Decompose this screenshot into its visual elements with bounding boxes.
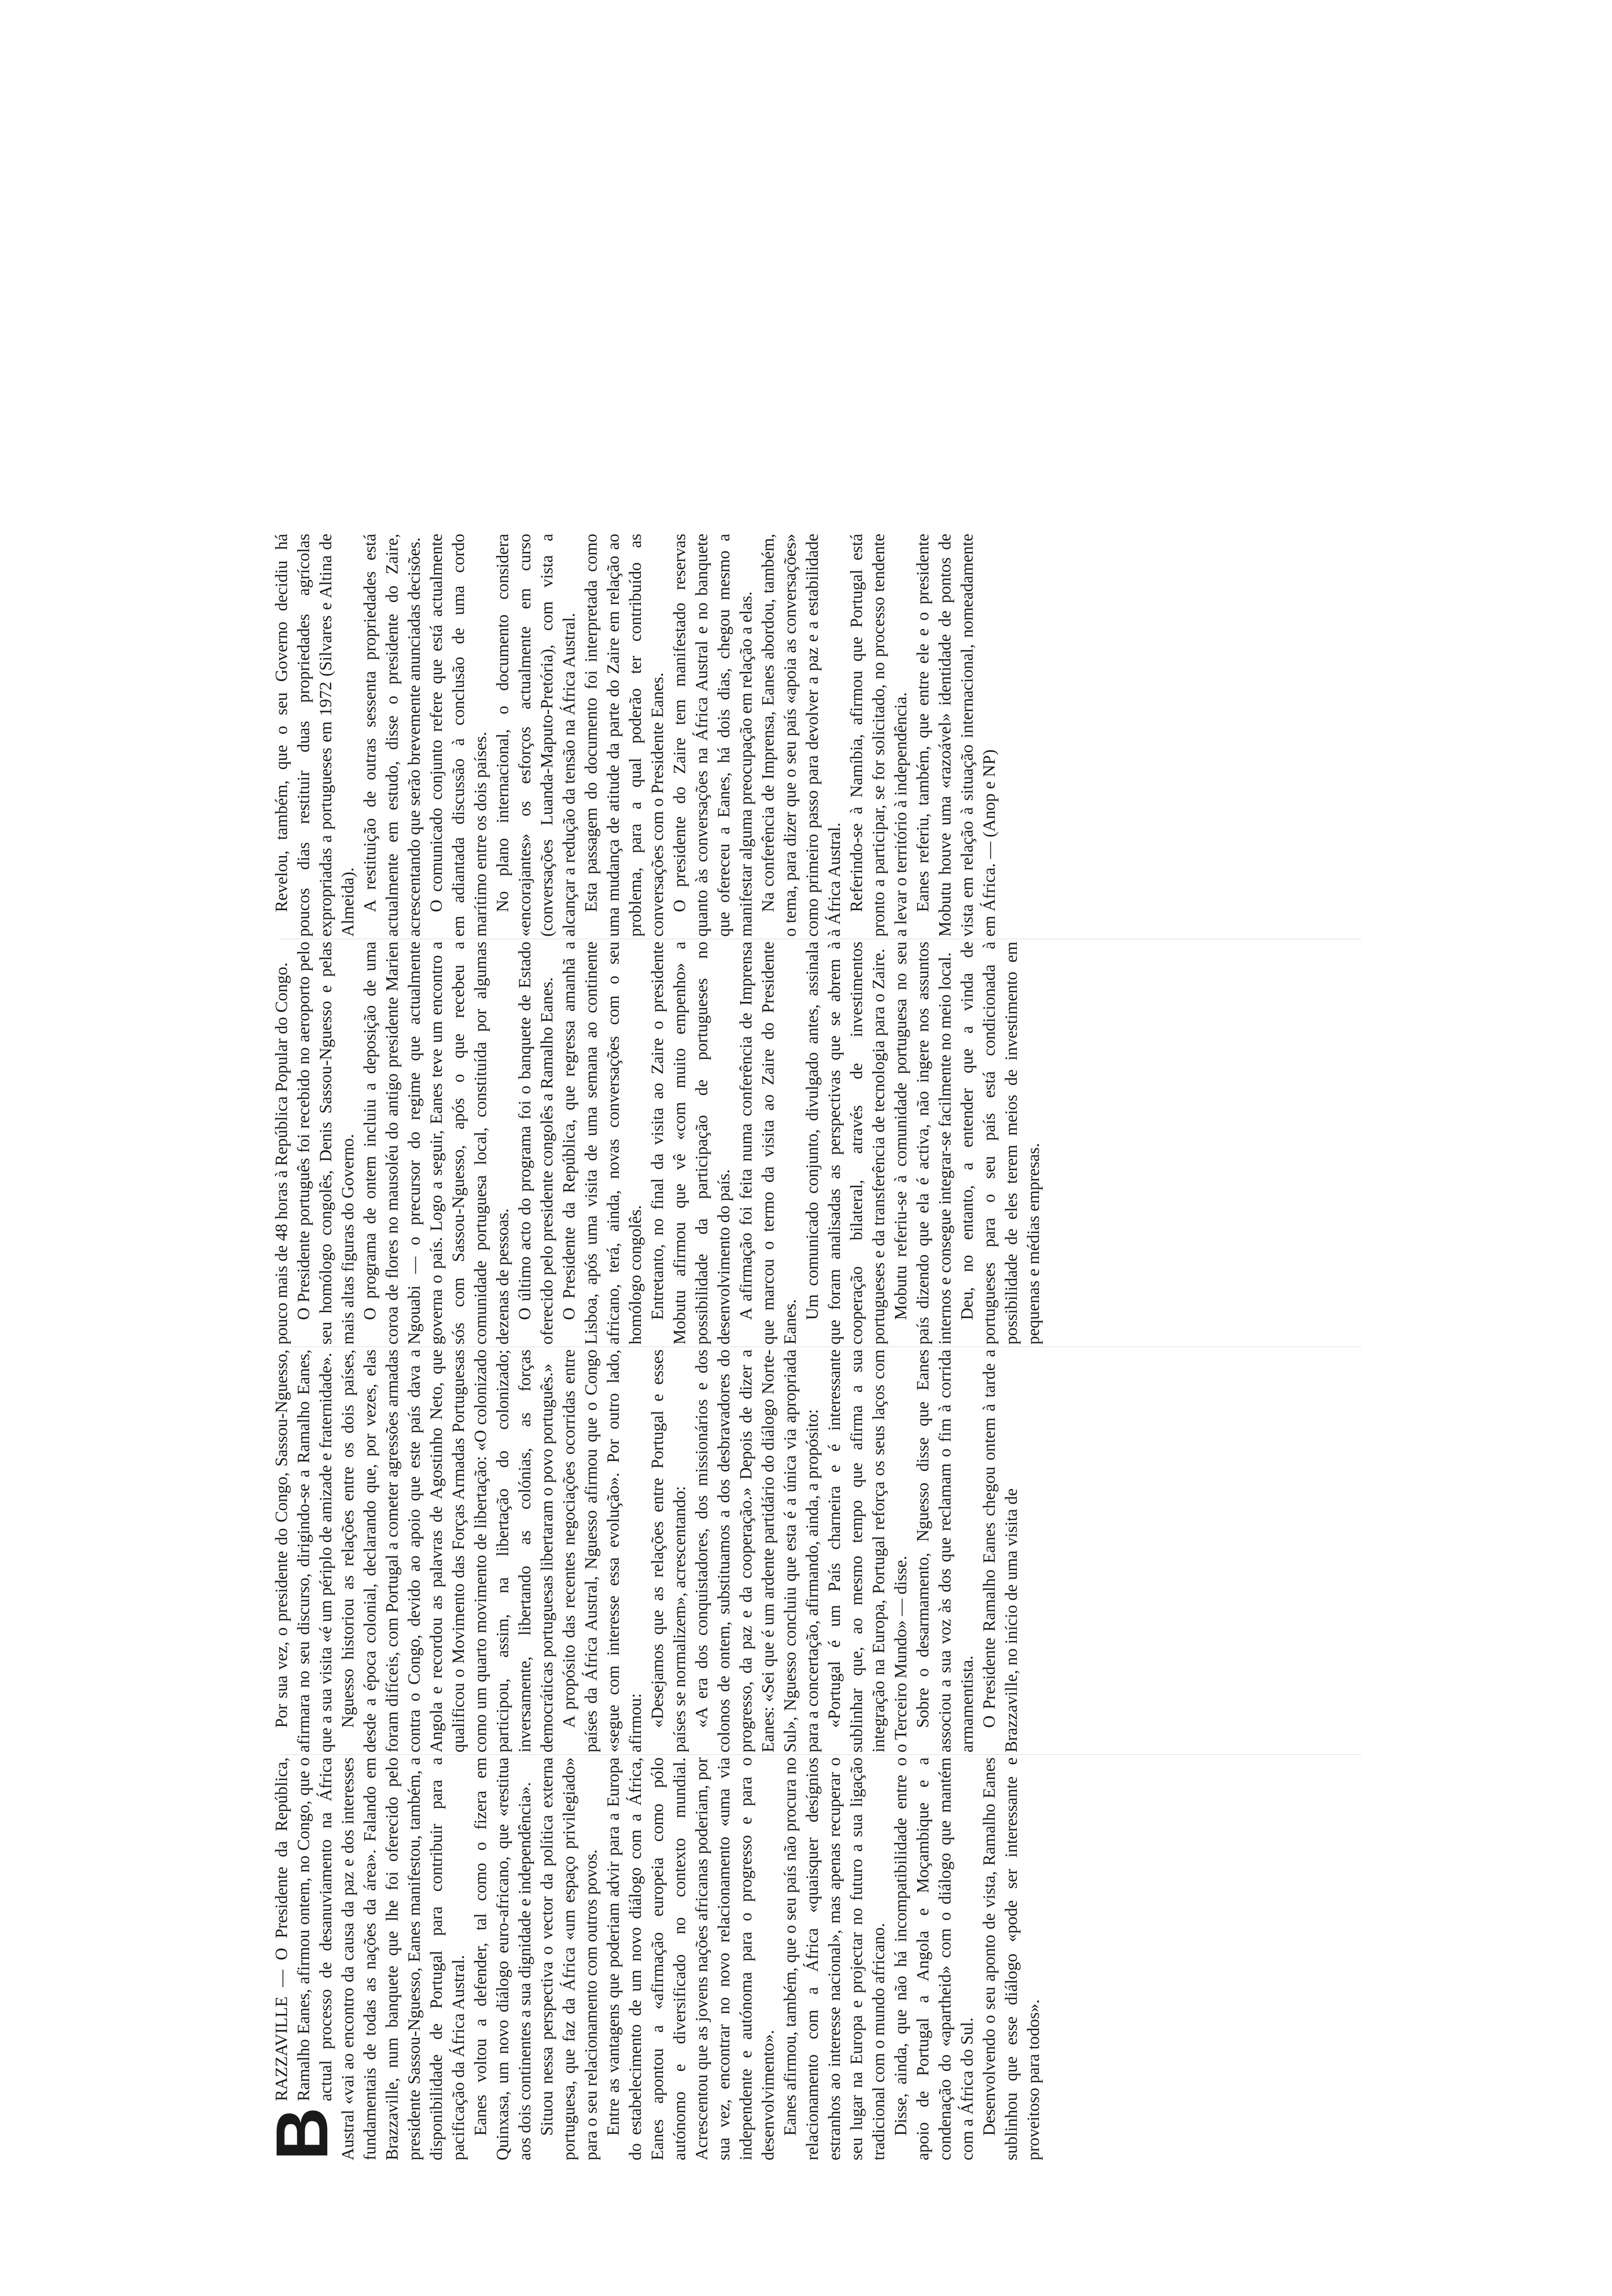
paragraph: O programa de ontem incluiu a deposição de uma coroa de flores no mausoléu do antigo presidente Marien Ngouabi — o precursor do regime que actualmente governa o país. Logo a seguir, Eanes teve um encontro a sós com Sassou-Nguesso, após o que recebeu a comunidade portuguesa local, constituída por algumas dezenas de pessoas. <box>360 942 512 1345</box>
article-column-1 <box>260 1757 1371 2160</box>
paragraph: No plano internacional, o documento considera «encorajantes» os esforços actualmente em curso (conversações Luanda-Maputo-Pretória), com vista a alcançar a redução da tensão na África Austral. <box>493 534 578 937</box>
paragraph: Um comunicado conjunto, divulgado antes, assinala que foram analisadas as perspectivas que se abrem à cooperação bilateral, através de investimentos portugueses e da transferência de tecnologia para o Zaire. <box>803 942 888 1345</box>
drop-cap: B <box>260 2107 343 2160</box>
paragraph: A restituição de outras sessenta propriedades está actualmente em estudo, disse o presidente do Zaire, acrescentando que serão brevemente anunciadas decisões. <box>360 534 424 937</box>
lead-paragraph <box>260 1757 469 2160</box>
paragraph: «A era dos conquistadores, dos missionários e dos colonos de ontem, substituamos a dos desbravadores do progresso, da paz e da cooperação.» Depois de dizer a Eanes: «Sei que é um ardente partidário do diálogo Norte-Sul», Nguesso concluiu que esta é a única via apropriada para a concertação, afirmando, ainda, a propósito: <box>692 1349 822 1752</box>
article-column-2 <box>270 1349 1371 1752</box>
paragraph: Revelou, também, que o seu Governo decidiu há poucos dias restituir duas propriedades agrícolas expropriadas a portugueses em 1972 (Silvares e Altina de Almeida). <box>272 534 357 937</box>
paragraph: A afirmação foi feita numa conferência de Imprensa que marcou o termo da visita ao Zaire do Presidente Eanes. <box>736 942 800 1345</box>
paragraph: Eanes voltou a defender, tal como o fizera em Quinxasa, um novo diálogo euro-africano, que «restitua aos dois continentes a sua dignidade e independência». <box>471 1757 534 2160</box>
paragraph: O presidente do Zaire tem manifestado reservas quanto às conversações na África Austral e no banquete que ofereceu a Eanes, há dois dias, chegou mesmo a manifestar alguma preocupação em relação a elas. <box>670 534 755 937</box>
paragraph: O Presidente Ramalho Eanes chegou ontem à tarde a Brazzaville, no início de uma visita de <box>979 1349 1021 1752</box>
rotated-article <box>260 128 1371 2160</box>
paragraph: O Presidente da República, que regressa amanhã a Lisboa, após uma visita de uma semana ao continente africano, terá, ainda, novas conversações com o seu homólogo congolês. <box>559 942 645 1345</box>
paragraph-text: RAZZAVILLE — O Presidente da República, Ramalho Eanes, afirmou ontem, no Congo, que o actual processo de desanuviamento na África Austral «vai ao encontro da causa da paz e dos interesses fundamentais de todas as nações da área». Falando em Brazzaville, num banquete que lhe foi oferecido pelo presidente Sassou-Nguesso, Eanes manifestou, também, a disponibilidade de Portugal para contribuir para a pacificação da África Austral. <box>272 1757 468 2160</box>
paragraph: Mobutu referiu-se à comunidade portuguesa no seu país dizendo que ela é activa, não ingere nos assuntos internos e consegue integrar-se facilmente no meio local. <box>891 942 954 1345</box>
paragraph: O Presidente português foi recebido no aeroporto pelo seu homólogo congolês, Denis Sassou-Nguesso e pelas mais altas figuras do Governo. <box>294 942 357 1345</box>
paragraph: Eanes afirmou, também, que o seu país não procura no relacionamento com a África «quaisquer desígnios estranhos ao interesse nacional», mas apenas recuperar o seu lugar na Europa e projectar no futuro a sua ligação tradicional com o mundo africano. <box>780 1757 888 2160</box>
paragraph: A propósito das recentes negociações ocorridas entre países da África Austral, Nguesso afirmou que o Congo «segue com interesse essa evolução». Por outro lado, afirmou: <box>559 1349 645 1752</box>
paragraph: Na conferência de Imprensa, Eanes abordou, também, o tema, para dizer que o seu país «apoia as conversações» como primeiro passo para devolver a paz e a estabilidade à África Austral. <box>758 534 844 937</box>
paragraph: pouco mais de 48 horas à República Popular do Congo. <box>272 962 291 1345</box>
paragraph: Disse, ainda, que não há incompatibilidade entre o apoio de Portugal a Angola e Moçambique e a condenação do «apartheid» com o diálogo que mantém com a África do Sul. <box>891 1757 977 2160</box>
paragraph: Eanes referiu, também, que entre ele e o presidente Mobutu houve uma «razoável» identidade de pontos de vista em relação à situação internacional, nomeadamente em África. — (Anop e NP) <box>913 534 999 937</box>
paragraph: Entretanto, no final da visita ao Zaire o presidente Mobutu afirmou que vê «com muito empenho» a possibilidade da participação de portugueses no desenvolvimento do país. <box>648 942 733 1345</box>
column-gutter <box>280 1754 1361 1755</box>
paragraph: Deu, no entanto, a entender que a vinda de portugueses para o seu país está condicionada à possibilidade de eles terem meios de investimento em pequenas e médias empresas. <box>957 942 1043 1345</box>
paragraph: Entre as vantagens que poderiam advir para a Europa do estabelecimento de um novo diálogo com a África, Eanes apontou a «afirmação europeia como pólo autónomo e diversificado no contexto mundial. Acrescentou que as jovens nações africanas poderiam, por sua vez, encontrar no novo relacionamento «uma via independente e autónoma para o progresso e para o desenvolvimento». <box>604 1757 777 2160</box>
paragraph: Referindo-se à Namíbia, afirmou que Portugal está pronto a participar, se for solicitado, no processo tendente a levar o território à independência. <box>847 534 910 937</box>
article-column-4 <box>270 534 1371 937</box>
paragraph: Situou nessa perspectiva o vector da política externa portuguesa, que faz da África «um espaço privilegiado» para o seu relacionamento com outros povos. <box>537 1757 601 2160</box>
paragraph: Nguesso historiou as relações entre os dois países, desde a época colonial, declarando que, por vezes, elas foram difíceis, com Portugal a cometer agressões armadas contra o Congo, devido ao apoio que este país dava a Angola e recordou as palavras de Agostinho Neto, que qualificou o Movimento das Forças Armadas Portuguesas como um quarto movimento de libertação: «O colonizado participou, assim, na libertação do colonizado; inversamente, libertando as colónias, as forças democráticas portuguesas libertaram o povo português.» <box>338 1349 556 1752</box>
paragraph: «Desejamos que as relações entre Portugal e esses países se normalizem», acrescentando: <box>648 1349 689 1752</box>
paragraph: O último acto do programa foi o banquete de Estado oferecido pelo presidente congolês a Ramalho Eanes. <box>515 942 556 1345</box>
paragraph: «Portugal é um País charneira e é interessante sublinhar que, ao mesmo tempo que afirma a sua integração na Europa, Portugal reforça os seus laços com o Terceiro Mundo» — disse. <box>825 1349 910 1752</box>
paragraph: Desenvolvendo o seu aponto de vista, Ramalho Eanes sublinhou que esse diálogo «pode ser interessante e proveitoso para todos». <box>979 1757 1043 2160</box>
paragraph: Esta passagem do documento foi interpretada como uma mudança de atitude da parte do Zaire em relação ao problema, para a qual poderão ter contribuído as conversações com o Presidente Eanes. <box>581 534 667 937</box>
paragraph: O comunicado conjunto refere que está actualmente em adiantada discussão à conclusão de uma cordo marítimo entre os dois países. <box>427 534 490 937</box>
paragraph: Sobre o desarmamento, Nguesso disse que Eanes associou a sua voz às dos que reclamam o fim à corrida armamentista. <box>913 1349 977 1752</box>
paragraph: Por sua vez, o presidente do Congo, Sassou-Nguesso, afirmara no seu discurso, dirigindo-se a Ramalho Eanes, que a sua visita «é um périplo de amizade e fraternidade». <box>272 1349 335 1752</box>
article-column-3 <box>270 942 1371 1345</box>
